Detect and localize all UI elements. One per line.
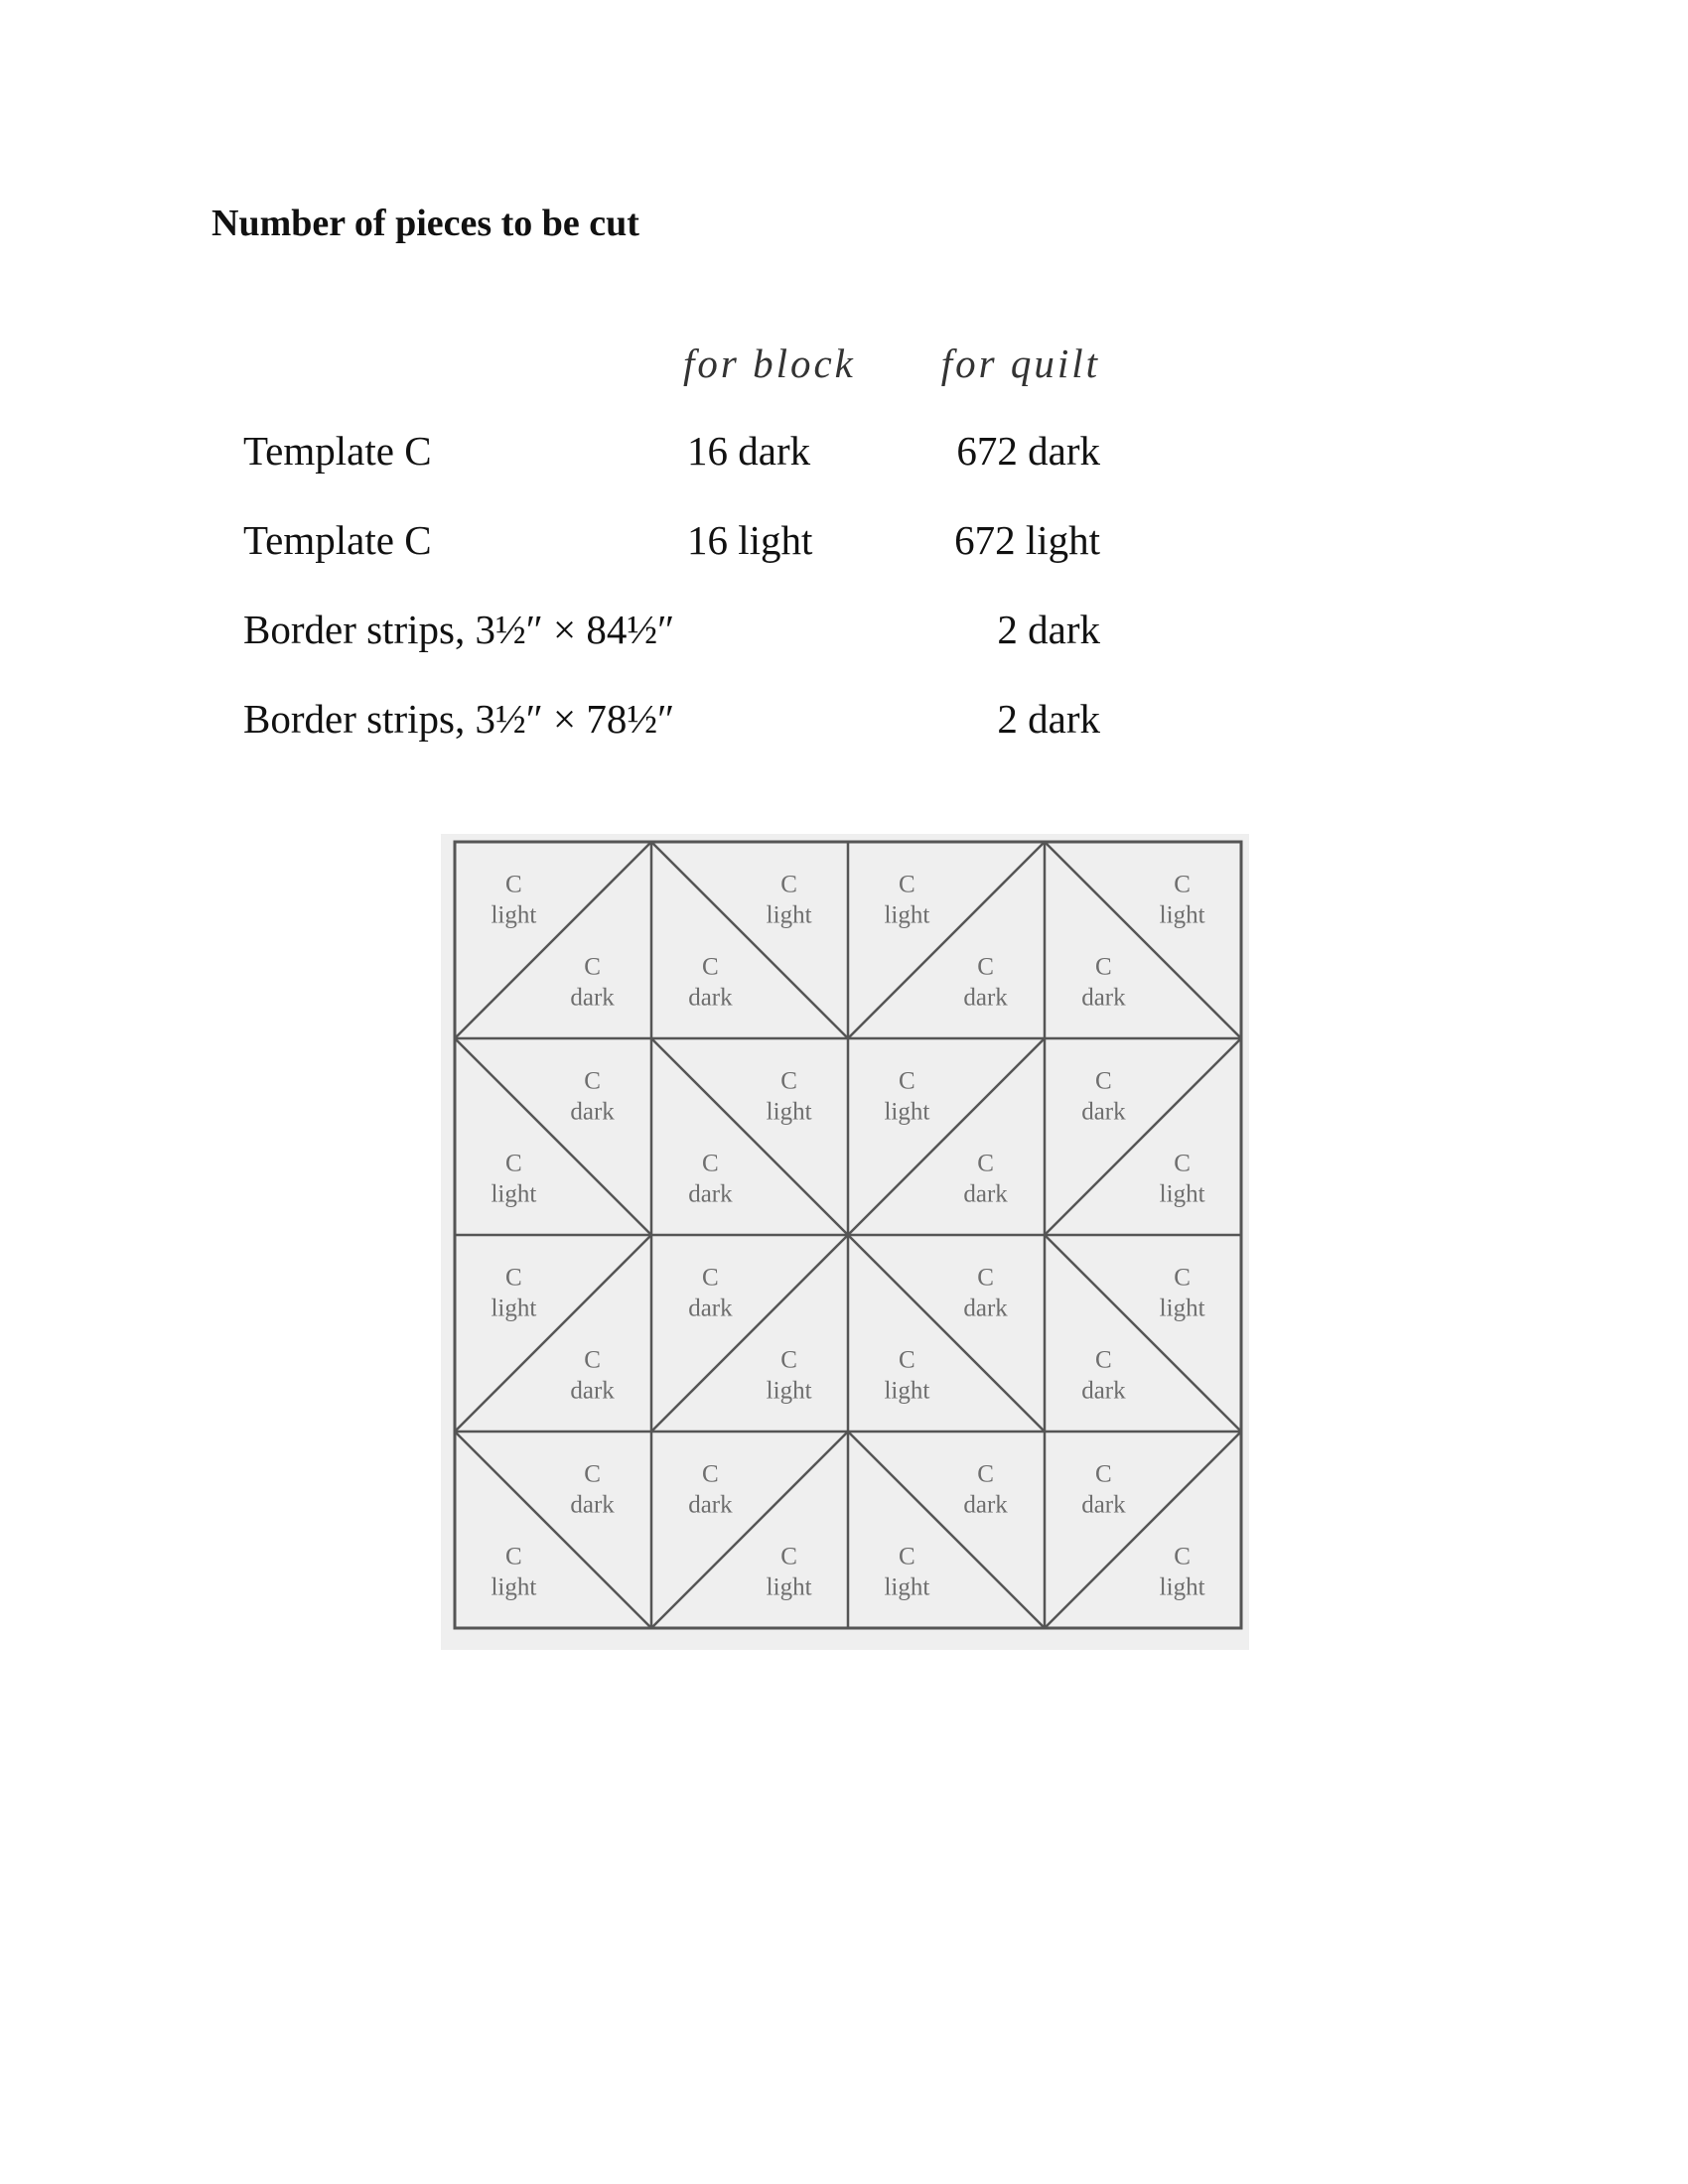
piece-shade-label: light: [491, 1180, 537, 1208]
piece-shade-label: dark: [963, 1180, 1008, 1208]
piece-template-letter: C: [977, 1150, 994, 1177]
piece-template-letter: C: [899, 1346, 915, 1374]
row-quilt-count: 2 dark: [997, 696, 1100, 742]
piece-shade-label: light: [884, 901, 930, 929]
row-quilt-count: 672 dark: [956, 428, 1100, 474]
piece-template-letter: C: [1174, 1150, 1191, 1177]
piece-shade-label: dark: [963, 1295, 1008, 1322]
piece-shade-label: dark: [1081, 1098, 1126, 1126]
piece-shade-label: dark: [570, 1491, 615, 1519]
piece-shade-label: light: [1159, 901, 1205, 929]
piece-shade-label: dark: [963, 984, 1008, 1012]
row-item-name: Border strips, 3½″ × 84½″: [243, 607, 675, 652]
piece-shade-label: dark: [1081, 984, 1126, 1012]
piece-template-letter: C: [977, 1460, 994, 1488]
row-block-count: 16 dark: [687, 428, 811, 474]
row-item-name: Template C: [243, 428, 432, 474]
piece-template-letter: C: [702, 1264, 719, 1292]
piece-shade-label: dark: [570, 1377, 615, 1405]
piece-shade-label: light: [1159, 1573, 1205, 1601]
piece-template-letter: C: [505, 871, 522, 898]
piece-template-letter: C: [899, 1067, 915, 1095]
piece-shade-label: dark: [570, 984, 615, 1012]
row-quilt-count: 2 dark: [997, 607, 1100, 652]
piece-shade-label: dark: [688, 1295, 733, 1322]
quilt-block-svg: [441, 834, 1249, 1650]
piece-shade-label: dark: [570, 1098, 615, 1126]
page-title: Number of pieces to be cut: [211, 203, 639, 244]
piece-template-letter: C: [780, 871, 797, 898]
piece-shade-label: dark: [1081, 1491, 1126, 1519]
quilt-block-diagram: [441, 834, 1249, 1650]
table-row: [0, 600, 1688, 659]
piece-template-letter: C: [977, 953, 994, 981]
piece-template-letter: C: [1174, 1264, 1191, 1292]
piece-template-letter: C: [1174, 1543, 1191, 1570]
piece-template-letter: C: [584, 1460, 601, 1488]
row-block-count: 16 light: [687, 517, 813, 563]
piece-shade-label: light: [766, 1573, 812, 1601]
piece-template-letter: C: [505, 1264, 522, 1292]
piece-template-letter: C: [1095, 953, 1112, 981]
piece-shade-label: light: [491, 1295, 537, 1322]
piece-template-letter: C: [977, 1264, 994, 1292]
piece-template-letter: C: [505, 1543, 522, 1570]
piece-shade-label: light: [766, 1098, 812, 1126]
piece-template-letter: C: [584, 1346, 601, 1374]
piece-shade-label: light: [1159, 1295, 1205, 1322]
piece-template-letter: C: [584, 953, 601, 981]
piece-shade-label: dark: [963, 1491, 1008, 1519]
piece-shade-label: light: [884, 1098, 930, 1126]
piece-template-letter: C: [702, 1460, 719, 1488]
row-quilt-count: 672 light: [954, 517, 1100, 563]
piece-template-letter: C: [780, 1346, 797, 1374]
piece-template-letter: C: [1095, 1346, 1112, 1374]
piece-template-letter: C: [899, 871, 915, 898]
row-item-name: Template C: [243, 517, 432, 563]
piece-shade-label: dark: [1081, 1377, 1126, 1405]
column-header-for-quilt: for quilt: [940, 341, 1100, 386]
piece-shade-label: light: [766, 901, 812, 929]
piece-template-letter: C: [702, 953, 719, 981]
piece-shade-label: light: [884, 1377, 930, 1405]
piece-shade-label: light: [884, 1573, 930, 1601]
piece-shade-label: light: [766, 1377, 812, 1405]
table-row: [0, 510, 1688, 570]
piece-template-letter: C: [780, 1067, 797, 1095]
table-row: [0, 689, 1688, 749]
piece-template-letter: C: [899, 1543, 915, 1570]
piece-template-letter: C: [780, 1543, 797, 1570]
piece-shade-label: light: [1159, 1180, 1205, 1208]
diagram-background: [441, 834, 1249, 1650]
piece-template-letter: C: [702, 1150, 719, 1177]
column-header-for-block: for block: [683, 341, 856, 386]
piece-shade-label: dark: [688, 1491, 733, 1519]
table-row: [0, 421, 1688, 480]
piece-shade-label: dark: [688, 984, 733, 1012]
piece-template-letter: C: [1095, 1460, 1112, 1488]
piece-shade-label: light: [491, 901, 537, 929]
piece-shade-label: dark: [688, 1180, 733, 1208]
piece-shade-label: light: [491, 1573, 537, 1601]
piece-template-letter: C: [1174, 871, 1191, 898]
piece-template-letter: C: [505, 1150, 522, 1177]
piece-template-letter: C: [1095, 1067, 1112, 1095]
row-item-name: Border strips, 3½″ × 78½″: [243, 696, 675, 742]
piece-template-letter: C: [584, 1067, 601, 1095]
